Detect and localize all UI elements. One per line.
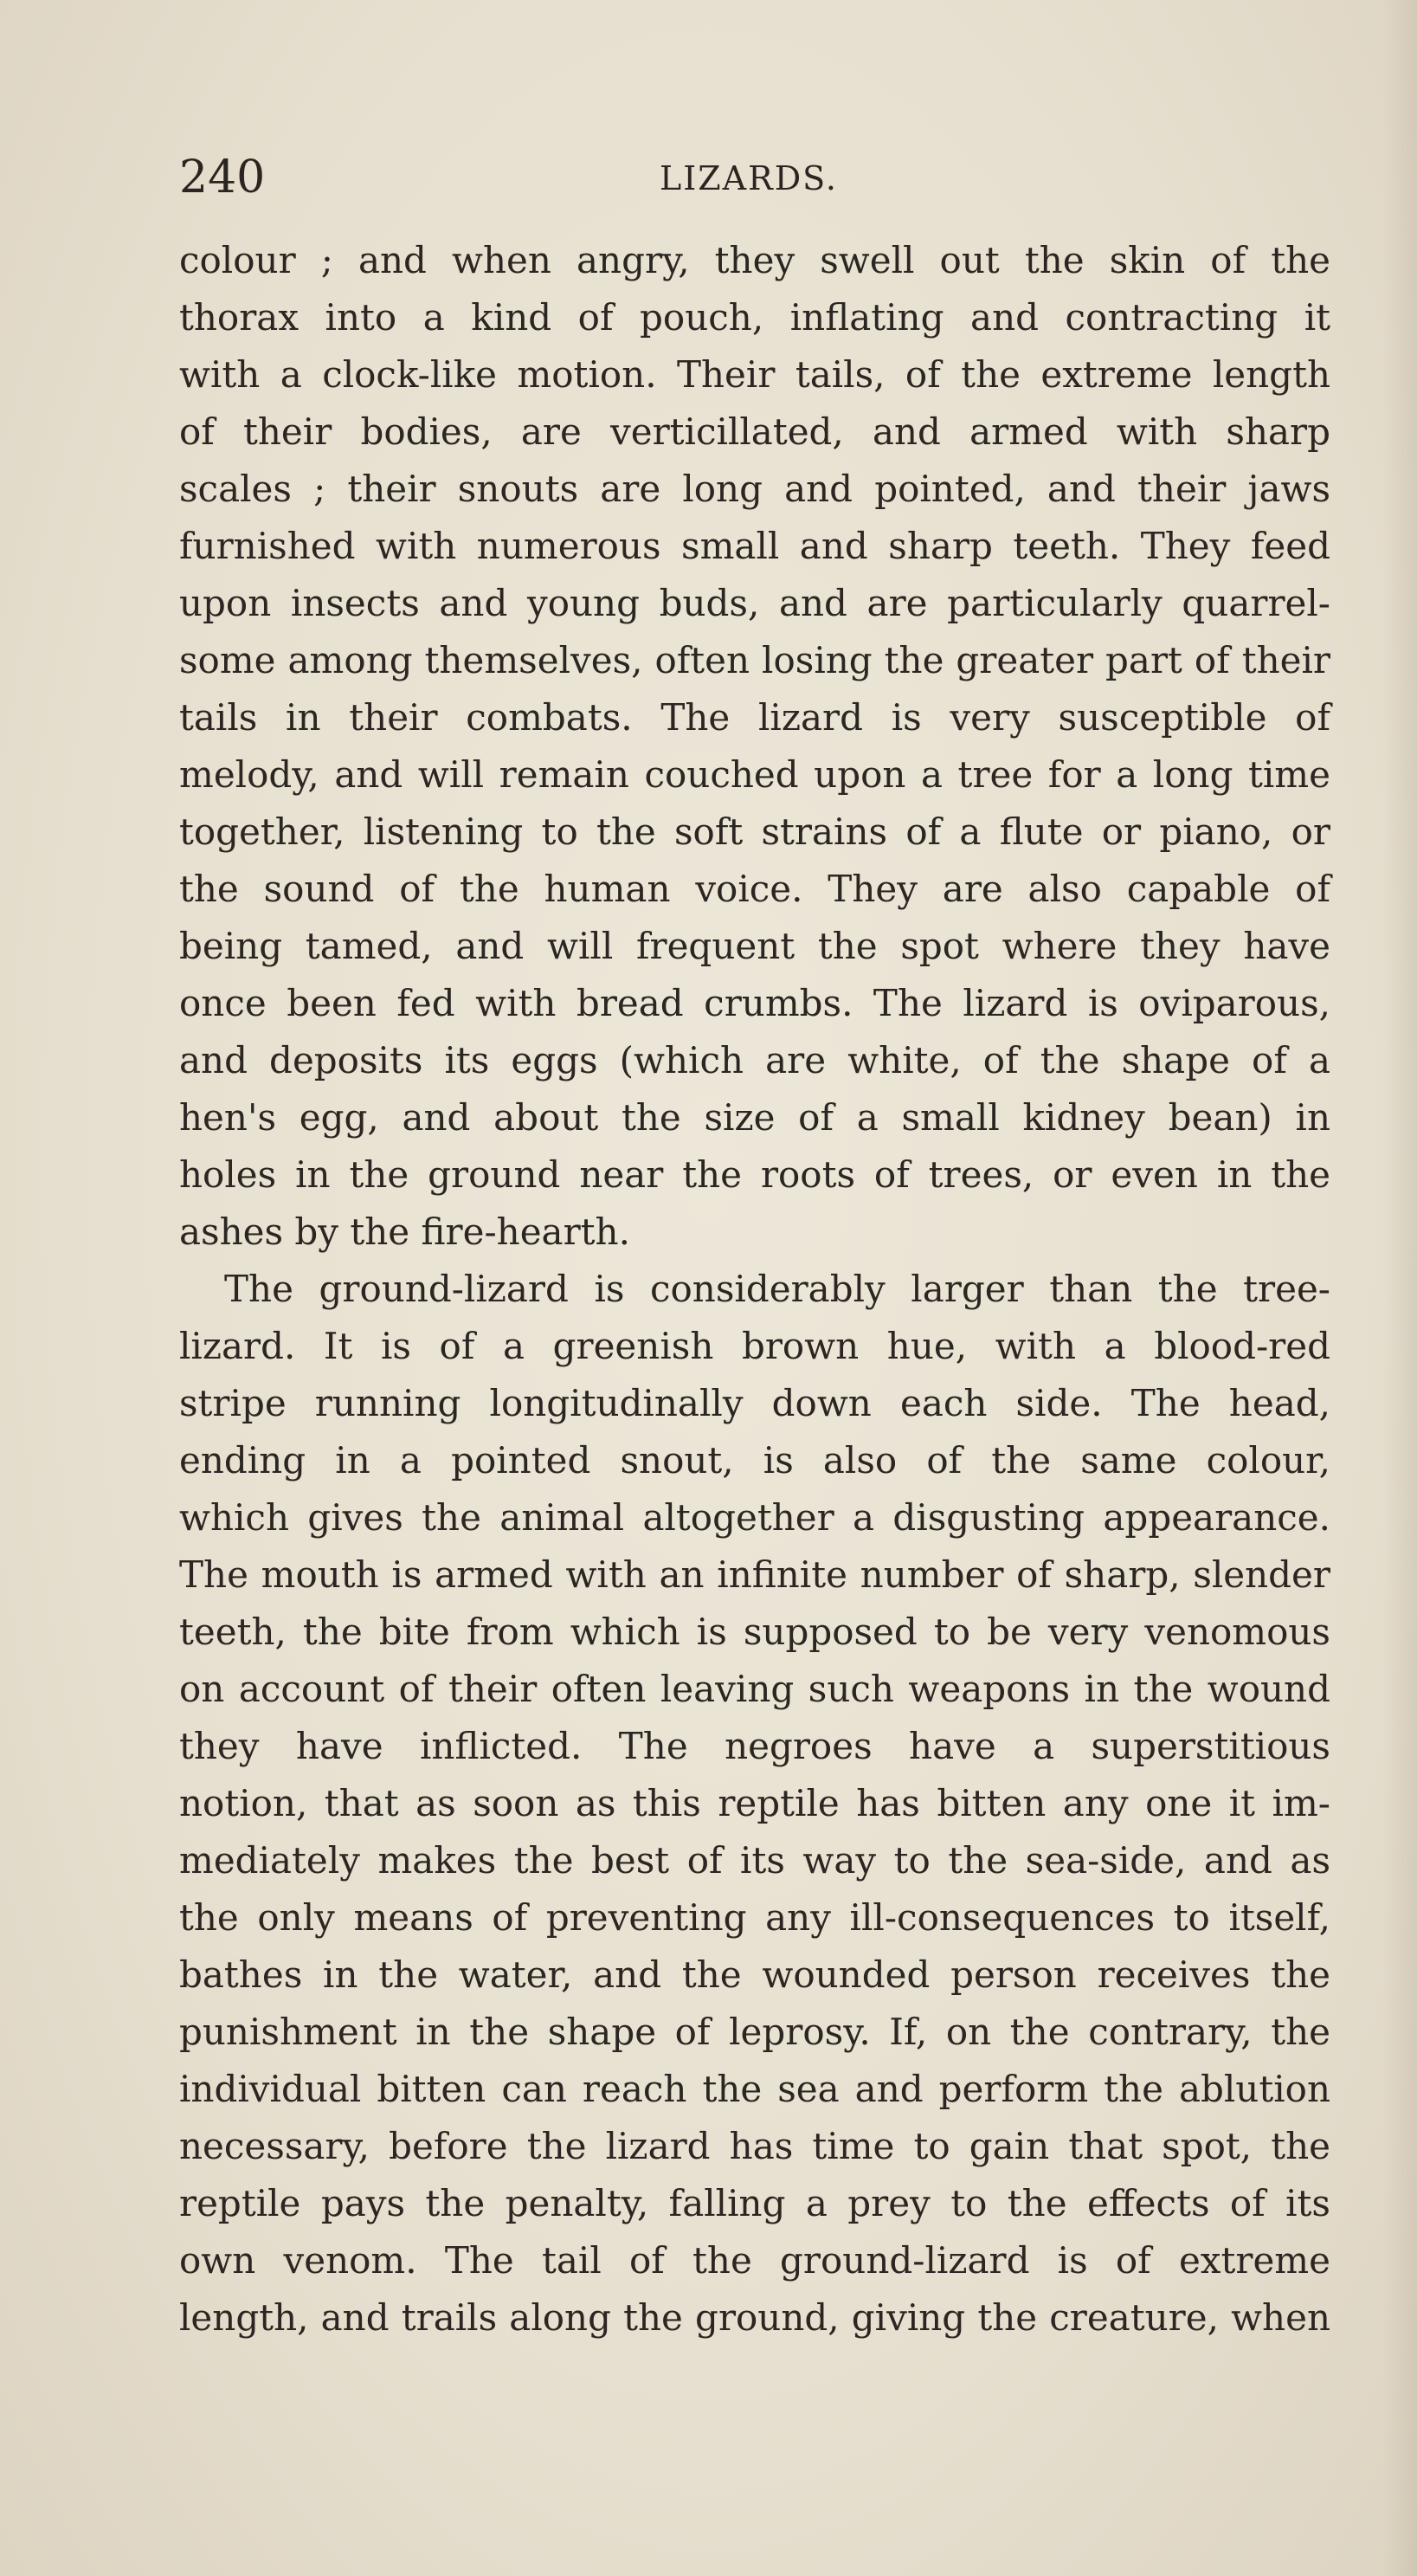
text-line: holes in the ground near the roots of trees, or even in the	[179, 1153, 1330, 1196]
text-line: furnished with numerous small and sharp teeth. They feed	[179, 525, 1330, 567]
text-line: punishment in the shape of leprosy. If, on the contrary, the	[179, 2011, 1330, 2053]
body-text	[179, 232, 1330, 2347]
page-header	[179, 147, 1330, 208]
text-line: on account of their often leaving such weapons in the wound	[179, 1668, 1330, 1710]
text-line: scales ; their snouts are long and pointed, and their jaws	[179, 468, 1330, 510]
text-line: of their bodies, are verticillated, and armed with sharp	[179, 410, 1330, 453]
paragraph-last-line: ashes by the fire-hearth.	[179, 1211, 630, 1253]
text-line: which gives the animal altogether a disgusting appearance.	[179, 1496, 1330, 1539]
text-line: lizard. It is of a greenish brown hue, with a blood-red	[179, 1325, 1330, 1367]
text-line: and deposits its eggs (which are white, of the shape of a	[179, 1039, 1330, 1081]
text-line: bathes in the water, and the wounded person receives the	[179, 1953, 1330, 1996]
text-line: mediately makes the best of its way to the sea-side, and as	[179, 1839, 1330, 1882]
text-line: reptile pays the penalty, falling a prey to the effects of its	[179, 2182, 1330, 2224]
text-line: tails in their combats. The lizard is very susceptible of	[179, 696, 1330, 739]
text-line: upon insects and young buds, and are particularly quarrel-	[179, 582, 1330, 624]
text-line: own venom. The tail of the ground-lizard is of extreme	[179, 2239, 1330, 2282]
text-line: together, listening to the soft strains of a flute or piano, or	[179, 810, 1330, 853]
text-line: colour ; and when angry, they swell out the skin of the	[179, 239, 1330, 281]
text-line: thorax into a kind of pouch, inflating and contracting it	[179, 296, 1330, 339]
text-line: the only means of preventing any ill-consequences to itself,	[179, 1896, 1330, 1939]
text-line: stripe running longitudinally down each side. The head,	[179, 1382, 1330, 1424]
text-line: once been fed with bread crumbs. The lizard is oviparous,	[179, 982, 1330, 1024]
text-line: length, and trails along the ground, giving the creature, when	[179, 2296, 1330, 2339]
text-line: the sound of the human voice. They are also capable of	[179, 868, 1330, 910]
text-line: being tamed, and will frequent the spot where they have	[179, 925, 1330, 967]
page-number: 240	[179, 152, 266, 203]
text-line: notion, that as soon as this reptile has bitten any one it im-	[179, 1782, 1330, 1824]
text-line: hen's egg, and about the size of a small kidney bean) in	[179, 1096, 1330, 1139]
running-head: LIZARDS.	[660, 159, 838, 197]
page-edge-shadow	[1382, 0, 1417, 2576]
paragraph-first-line: The ground-lizard is considerably larger than the tree-	[224, 1268, 1330, 1310]
text-line: The mouth is armed with an infinite number of sharp, slender	[179, 1553, 1330, 1596]
text-line: teeth, the bite from which is supposed to be very venomous	[179, 1611, 1330, 1653]
text-line: ending in a pointed snout, is also of the same colour,	[179, 1439, 1330, 1482]
text-line: they have inflicted. The negroes have a superstitious	[179, 1725, 1330, 1767]
text-line: some among themselves, often losing the greater part of their	[179, 639, 1330, 681]
text-line: melody, and will remain couched upon a tree for a long time	[179, 753, 1330, 796]
text-line: necessary, before the lizard has time to gain that spot, the	[179, 2125, 1330, 2167]
text-line: with a clock-like motion. Their tails, of the extreme length	[179, 353, 1330, 396]
text-line: individual bitten can reach the sea and perform the ablution	[179, 2068, 1330, 2110]
